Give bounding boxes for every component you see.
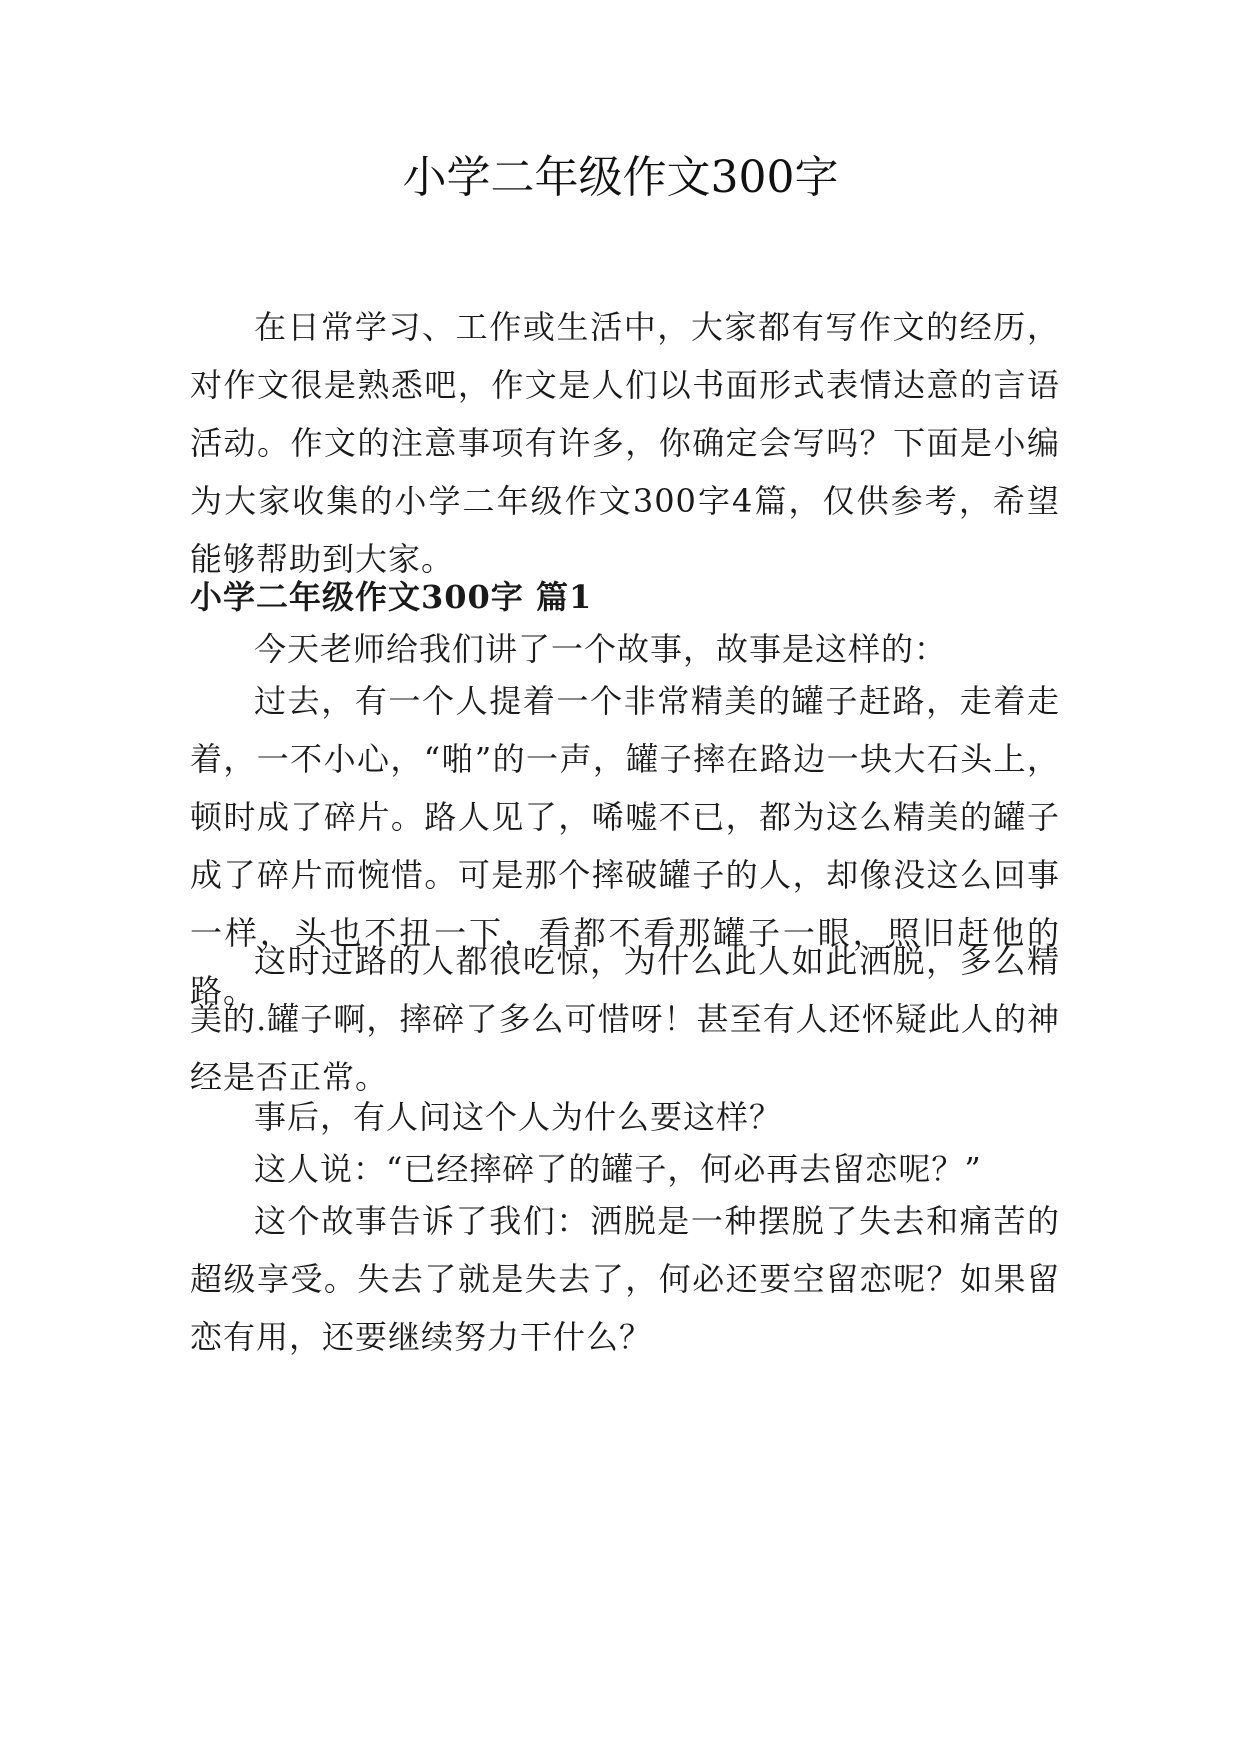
section-heading: 小学二年级作文300字 篇1 — [190, 578, 593, 616]
story-paragraph-4: 事后，有人问这个人为什么要这样？ — [254, 1098, 783, 1136]
intro-paragraph: 在日常学习、工作或生活中，大家都有写作文的经历，对作文很是熟悉吧，作文是人们以书面形式表情达意的言语活动。作文的注意事项有许多，你确定会写吗？下面是小编为大家收集的小学二年级作文300字4篇，仅供参考，希望能够帮助到大家。 — [190, 308, 1060, 578]
story-paragraph-3: 这时过路的人都很吃惊，为什么此人如此洒脱，多么精美的.罐子啊，摔碎了多么可惜呀！甚至有人还怀疑此人的神经是否正常。 — [190, 942, 1060, 1096]
story-paragraph-5: 这人说：“已经摔碎了的罐子，何必再去留恋呢？” — [254, 1150, 982, 1188]
page-title: 小学二年级作文300字 — [402, 152, 839, 203]
story-paragraph-1: 今天老师给我们讲了一个故事，故事是这样的： — [254, 630, 948, 668]
story-paragraph-6: 这个故事告诉了我们：洒脱是一种摆脱了失去和痛苦的超级享受。失去了就是失去了，何必还要空留恋呢？如果留恋有用，还要继续努力干什么？ — [190, 1202, 1060, 1356]
story-paragraph-2: 过去，有一个人提着一个非常精美的罐子赶路，走着走着，一不小心，“啪”的一声，罐子摔在路边一块大石头上，顿时成了碎片。路人见了，唏嘘不已，都为这么精美的罐子成了碎片而惋惜。可是那个摔破罐子的人，却像没这么回事一样，头也不扭一下，看都不看那罐子一眼，照旧赶他的路。 — [190, 682, 1060, 1010]
